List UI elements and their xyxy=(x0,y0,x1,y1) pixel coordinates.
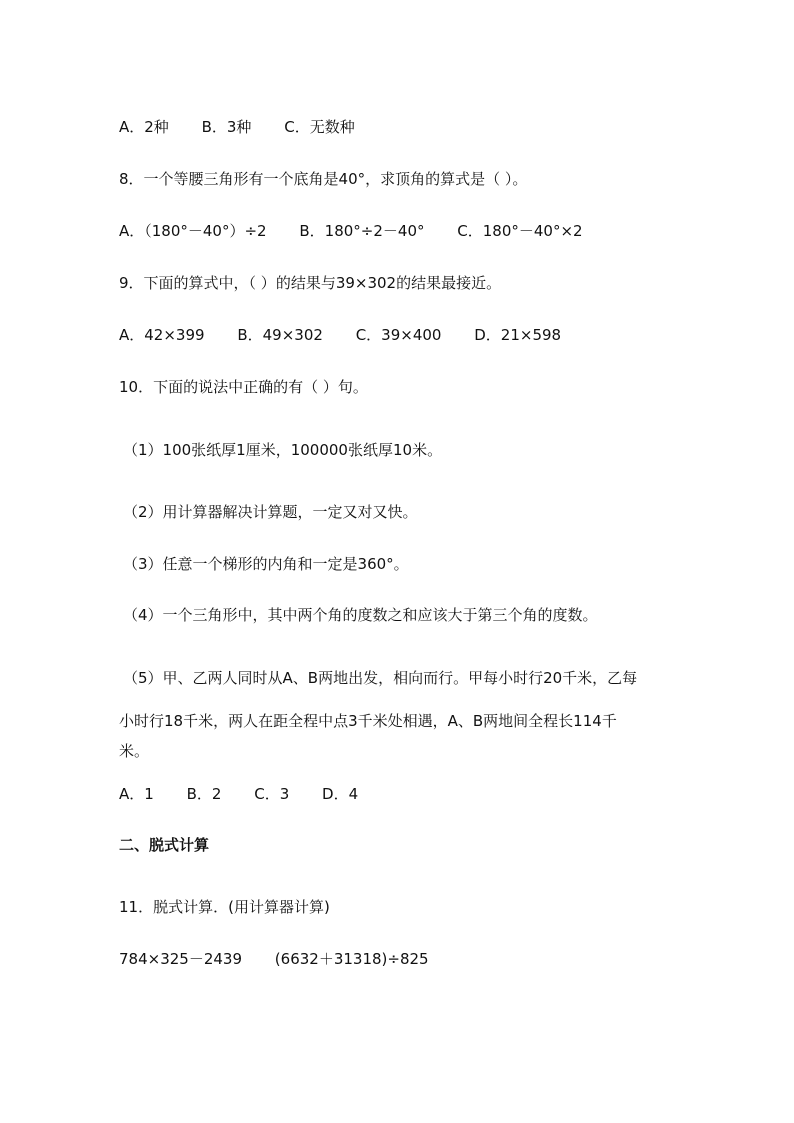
q9-option-c: C．39×400 xyxy=(355,326,442,344)
q10-statement-3: （3）任意一个梯形的内角和一定是360°。 xyxy=(123,555,409,573)
q10-statement-2: （2）用计算器解决计算题，一定又对又快。 xyxy=(123,503,418,521)
q8-option-a: A．（180°－40°）÷2 xyxy=(119,222,267,240)
q8-option-c: C．180°－40°×2 xyxy=(457,222,583,240)
q10-statement-5-line-2: 小时行18千米，两人在距全程中点3千米处相遇，A、B两地间全程长114千 xyxy=(119,712,617,730)
q8-options xyxy=(119,221,611,241)
section-2-heading: 二、脱式计算 xyxy=(119,836,210,854)
q10-statement-1: （1）100张纸厚1厘米，100000张纸厚10米。 xyxy=(123,441,443,459)
q10-statement-4: （4）一个三角形中，其中两个角的度数之和应该大于第三个角的度数。 xyxy=(123,606,598,624)
q9-question: 9．下面的算式中，（ ）的结果与39×302的结果最接近。 xyxy=(119,274,502,292)
q10-statement-5-line-3: 米。 xyxy=(119,742,150,760)
q10-statement-5-line-1: （5）甲、乙两人同时从A、B两地出发，相向而行。甲每小时行20千米，乙每 xyxy=(123,669,638,687)
q9-options xyxy=(119,325,589,345)
q11-expressions xyxy=(119,949,457,969)
q7-option-b: B．3种 xyxy=(201,118,252,136)
q10-question: 10．下面的说法中正确的有（ ）句。 xyxy=(119,378,368,396)
q9-option-a: A．42×399 xyxy=(119,326,205,344)
q11-question: 11．脱式计算．(用计算器计算) xyxy=(119,898,330,916)
q10-option-c: C．3 xyxy=(254,785,290,803)
q11-expression-1: 784×325－2439 xyxy=(119,950,243,968)
q11-expression-2: (6632＋31318)÷825 xyxy=(274,950,429,968)
q10-option-b: B．2 xyxy=(186,785,222,803)
q8-option-b: B．180°÷2－40° xyxy=(299,222,425,240)
q9-option-b: B．49×302 xyxy=(237,326,323,344)
q7-option-c: C．无数种 xyxy=(284,118,355,136)
q8-question: 8．一个等腰三角形有一个底角是40°，求顶角的算式是（ ）。 xyxy=(119,170,528,188)
q9-option-d: D．21×598 xyxy=(474,326,562,344)
q10-options xyxy=(119,784,386,804)
q7-option-a: A．2种 xyxy=(119,118,169,136)
q7-options xyxy=(119,117,383,137)
q10-option-a: A．1 xyxy=(119,785,154,803)
q10-option-d: D．4 xyxy=(322,785,359,803)
